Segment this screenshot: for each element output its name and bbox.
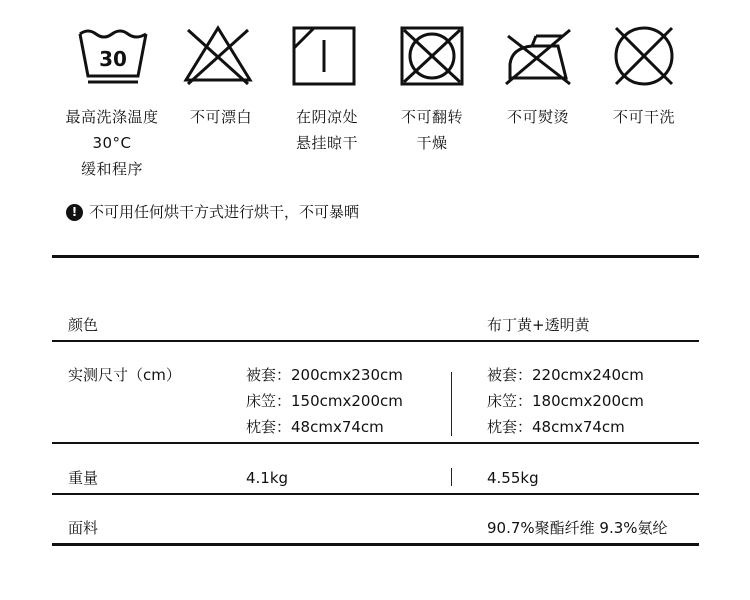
care-label-line: 30°C xyxy=(92,134,132,152)
fabric-value: 90.7%聚酯纤维 9.3%氨纶 xyxy=(487,519,668,537)
line-dry-shade-icon xyxy=(288,24,360,90)
care-label-line: 干燥 xyxy=(416,134,448,152)
care-label-dry-clean xyxy=(579,104,709,130)
care-label-line: 在阴凉处 xyxy=(295,108,358,126)
column-separator xyxy=(451,468,452,486)
size-left-fitted-sheet: 床笠：150cmx200cm xyxy=(246,392,403,410)
color-value: 布丁黄+透明黄 xyxy=(487,316,590,334)
size-right-pillowcase: 枕套：48cmx74cm xyxy=(487,418,625,436)
warning-text: 不可用任何烘干方式进行烘干，不可暴晒 xyxy=(89,203,360,221)
warning-note xyxy=(66,200,359,224)
wash-30-gentle-icon xyxy=(78,24,150,90)
care-label-line: 最高洗涤温度 xyxy=(65,108,159,126)
care-label-line: 缓和程序 xyxy=(80,160,143,178)
care-label-line: 悬挂晾干 xyxy=(295,134,358,152)
size-left-duvet: 被套：200cmx230cm xyxy=(246,366,403,384)
exclamation-circle-icon: ! xyxy=(66,204,83,221)
no-tumble-dry-icon xyxy=(396,24,468,90)
row-divider xyxy=(52,442,699,444)
weight-left: 4.1kg xyxy=(246,469,289,487)
table-bottom-rule xyxy=(52,543,699,546)
fabric-label: 面料 xyxy=(68,519,99,537)
no-bleach-icon xyxy=(182,24,254,90)
size-right-duvet: 被套：220cmx240cm xyxy=(487,366,644,384)
weight-label: 重量 xyxy=(68,469,99,487)
care-label-line: 不可干洗 xyxy=(612,108,675,126)
weight-right: 4.55kg xyxy=(487,469,539,487)
row-divider xyxy=(52,493,699,495)
wash-temperature-number: 30 xyxy=(99,47,127,71)
color-label: 颜色 xyxy=(68,316,99,334)
size-left-pillowcase: 枕套：48cmx74cm xyxy=(246,418,384,436)
care-label-line: 不可翻转 xyxy=(400,108,463,126)
size-right-fitted-sheet: 床笠：180cmx200cm xyxy=(487,392,644,410)
row-divider xyxy=(52,340,699,342)
section-divider xyxy=(52,255,699,258)
care-label-line: 不可熨烫 xyxy=(506,108,569,126)
no-iron-icon xyxy=(502,24,574,90)
care-label-line: 不可漂白 xyxy=(189,108,252,126)
column-separator xyxy=(451,372,452,436)
size-label: 实测尺寸（cm） xyxy=(68,366,181,384)
care-instructions xyxy=(0,0,750,190)
no-dry-clean-icon xyxy=(608,24,680,90)
